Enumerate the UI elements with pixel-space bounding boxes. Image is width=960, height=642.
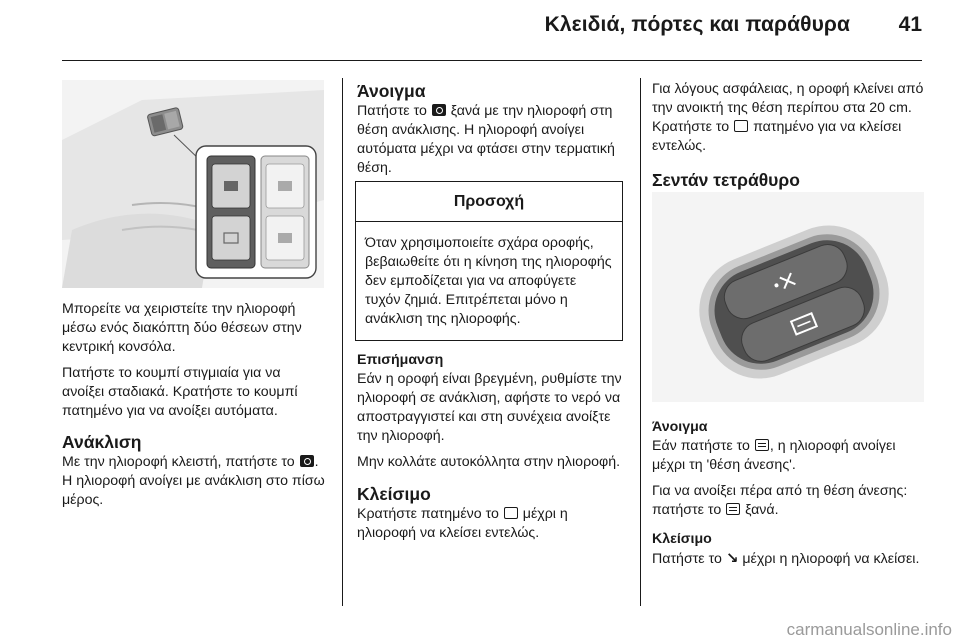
sedan-close-heading: Κλείσιμο [652,531,712,547]
open-paragraph [357,102,625,178]
column-1-text [62,300,326,510]
safety-text-a: Για λόγους ασφάλειας, η οροφή κλείνει από την ανοικτή της θέση περίπου στα 20 cm. Κρατήστε το [652,81,924,135]
tilt-text-b: . Η ηλιοροφή ανοίγει με ανάκλιση στο πίσω μέρος. [62,454,325,508]
watermark: carmanualsonline.info [786,620,952,639]
open-heading: Άνοιγμα [357,81,426,101]
sedan-open-text-a: Εάν πατήστε το [652,438,750,454]
page-title: Κλειδιά, πόρτες και παράθυρα [544,13,850,36]
sedan-further-paragraph [652,482,924,520]
tilt-paragraph [62,453,326,510]
column-2-top [357,80,625,178]
sedan-further-text-a: Για να ανοίξει πέρα από τη θέση άνεσης: πατήστε το [652,483,908,518]
column-divider-2 [640,78,641,606]
sedan-open-heading: Άνοιγμα [652,419,708,435]
open-text-a: Πατήστε το [357,103,427,119]
open-text-b: ξανά με την ηλιοροφή στη θέση ανάκλισης. Η ηλιοροφή ανοίγει αυτόματα μέχρι να φτάσει στην τερματική θέση. [357,103,615,176]
sedan-switch-drawing [652,192,924,402]
sedan-close-paragraph [652,549,924,569]
tilt-button-icon [300,455,314,467]
note-heading: Επισήμανση [357,352,444,368]
sedan-further-text-b: ξανά. [745,502,779,518]
page-number: 41 [898,13,922,36]
caution-title: Προσοχή [356,182,622,222]
caution-text: Όταν χρησιμοποιείτε σχάρα οροφής, βεβαιωθείτε ότι η κίνηση της ηλιοροφής δεν εμποδίζεται για να αποφύγετε τυχόν ζημιά. Επιτρέπεται μόνο η ανάκλιση της ηλιοροφής. [365,235,612,327]
sedan-open-text-b: , η ηλιοροφή ανοίγει μέχρι τη 'θέση άνεσης'. [652,438,896,473]
sedan-heading: Σεντάν τετράθυρο [652,170,800,190]
tilt-heading: Ανάκλιση [62,432,142,452]
safety-paragraph [652,80,924,156]
press-paragraph: Πατήστε το κουμπί στιγμιαία για να ανοίξει σταδιακά. Κρατήστε το κουμπί πατημένο για να ανοίξει αυτόματα. [62,365,298,419]
close-text-a: Κρατήστε πατημένο το [357,506,499,522]
sedan-close-icon: ↘ [725,550,739,567]
sedan-open-paragraph [652,437,924,475]
close-paragraph [357,505,625,543]
column-3-bottom [652,418,924,569]
sedan-further-icon [726,503,740,515]
console-switch-drawing [62,80,324,288]
note-paragraph: Εάν η οροφή είναι βρεγμένη, ρυθμίστε την ηλιοροφή σε ανάκλιση, αφήστε το νερό να αποστραγγιστεί και στη συνέχεια ανοίξτε την ηλιοροφή. [357,371,622,444]
sedan-open-icon [755,439,769,451]
tilt-text-a: Με την ηλιοροφή κλειστή, πατήστε το [62,454,295,470]
safety-text-b: πατημένο για να κλείσει εντελώς. [652,119,902,154]
page-header [0,0,960,60]
console-switch-illustration [62,80,324,288]
sticker-paragraph: Μην κολλάτε αυτοκόλλητα στην ηλιοροφή. [357,454,621,470]
sedan-switch-illustration [652,192,924,402]
column-divider-1 [342,78,343,606]
sedan-close-text-a: Πατήστε το [652,551,722,567]
close-heading: Κλείσιμο [357,484,431,504]
sedan-close-text-b: μέχρι η ηλιοροφή να κλείσει. [742,551,920,567]
close-text-b: μέχρι η ηλιοροφή να κλείσει εντελώς. [357,506,568,541]
column-2-bottom [357,351,625,543]
header-rule [62,60,922,61]
column-3-top [652,80,924,191]
open-button-icon [432,104,446,116]
intro-paragraph: Μπορείτε να χειριστείτε την ηλιοροφή μέσω ενός διακόπτη δύο θέσεων στην κεντρική κονσόλα. [62,301,302,355]
safety-close-icon [734,120,748,132]
caution-box [355,181,623,341]
close-button-icon [504,507,518,519]
